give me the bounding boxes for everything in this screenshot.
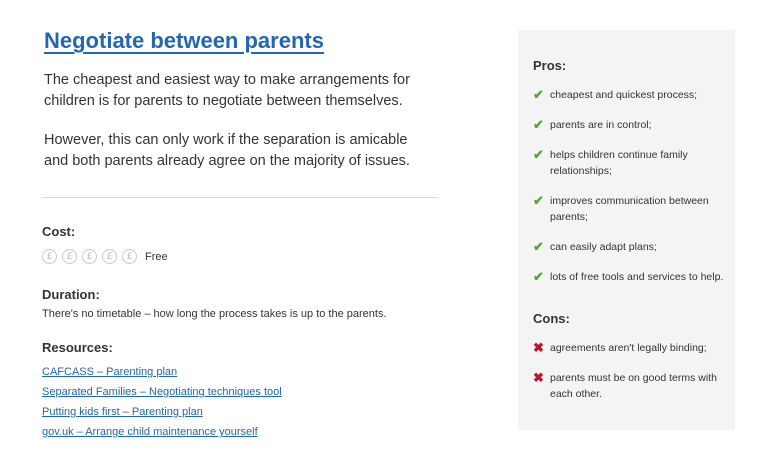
pros-heading: Pros:	[533, 58, 567, 73]
pros-cons-panel	[518, 30, 735, 430]
duration-heading: Duration:	[42, 287, 100, 302]
resources-list	[42, 362, 282, 442]
cons-item	[533, 340, 728, 356]
check-icon: ✔	[533, 117, 544, 132]
pros-item-text: improves communication between parents;	[550, 195, 709, 223]
list-item	[42, 382, 282, 402]
pound-coin-icon: £	[62, 249, 77, 264]
list-item	[42, 402, 282, 422]
pros-item	[533, 193, 728, 225]
cost-label: Free	[145, 250, 168, 263]
pros-item	[533, 117, 728, 133]
intro-paragraph: The cheapest and easiest way to make arrangements for children is for parents to negotiate between themselves.	[44, 72, 410, 109]
cons-item	[533, 370, 728, 402]
pros-item	[533, 87, 728, 103]
resource-link-separated-families[interactable]: Separated Families – Negotiating techniques tool	[42, 386, 282, 398]
list-item	[42, 362, 282, 382]
intro-paragraph: However, this can only work if the separation is amicable and both parents already agree on the majority of issues.	[44, 132, 410, 169]
pros-item-text: cheapest and quickest process;	[550, 89, 698, 101]
check-icon: ✔	[533, 269, 544, 284]
check-icon: ✔	[533, 147, 544, 162]
resource-link-putting-kids-first[interactable]: Putting kids first – Parenting plan	[42, 406, 203, 418]
pros-item-text: helps children continue family relationships;	[550, 149, 688, 177]
resources-heading: Resources:	[42, 340, 113, 355]
resource-link-cafcass[interactable]: CAFCASS – Parenting plan	[42, 366, 178, 378]
pound-coin-icon: £	[102, 249, 117, 264]
divider	[42, 197, 438, 198]
cons-item-text: parents must be on good terms with each other.	[550, 372, 717, 400]
cross-icon: ✖	[533, 370, 544, 385]
cons-heading: Cons:	[533, 311, 570, 326]
pound-coin-icon: £	[42, 249, 57, 264]
cross-icon: ✖	[533, 340, 544, 355]
resource-link-gov-uk[interactable]: gov.uk – Arrange child maintenance yourself	[42, 426, 258, 438]
check-icon: ✔	[533, 87, 544, 102]
check-icon: ✔	[533, 239, 544, 254]
duration-text: There's no timetable – how long the process takes is up to the parents.	[42, 308, 387, 320]
cons-item-text: agreements aren't legally binding;	[550, 342, 707, 354]
pros-item	[533, 147, 728, 179]
pros-item-text: can easily adapt plans;	[550, 241, 657, 253]
pros-item	[533, 239, 728, 255]
pros-item-text: lots of free tools and services to help.	[550, 271, 724, 283]
list-item	[42, 422, 282, 442]
pound-coin-icon: £	[122, 249, 137, 264]
pound-coin-icon: £	[82, 249, 97, 264]
pros-item	[533, 269, 728, 285]
pros-item-text: parents are in control;	[550, 119, 652, 131]
check-icon: ✔	[533, 193, 544, 208]
page-title: Negotiate between parents	[44, 28, 324, 53]
cost-rating	[42, 249, 168, 264]
cost-heading: Cost:	[42, 224, 76, 239]
